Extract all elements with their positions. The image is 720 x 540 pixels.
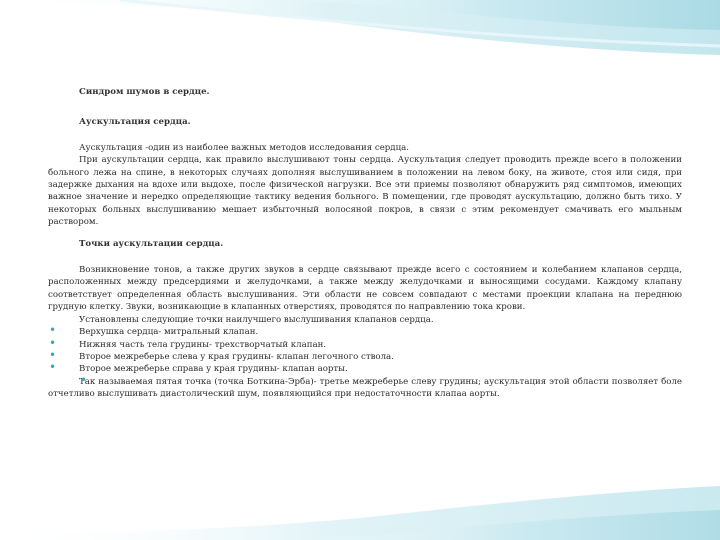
document-body — [48, 86, 682, 401]
list-item-tricuspid: • Нижняя часть тела грудины- трехстворчатый клапан. — [48, 339, 682, 351]
paragraph-definition: Аускультация -один из наиболее важных методов исследования сердца. — [79, 142, 409, 153]
auscultation-points-list — [48, 326, 682, 400]
heading-auscultation: Аускультация сердца. — [79, 117, 191, 128]
list-item-pulmonary: • Второе межреберье слева у края грудины- клапан легочного ствола. — [48, 351, 682, 363]
paragraph-valves: Возникновение тонов, а также других звуков в сердце связывают прежде всего с состоянием и колебанием клапанов сердца, расположенных между предсердиями и желудочками, а также между желудочками и выносящими сосудами. Каждому клапану соответствует определенная область выслушивания. Эти области не совсем совпадают с местами проекции клапана на переднюю грудную клетку. Звуки, возникающие в клапанных отверстиях, проводятся по направлению тока крови. — [48, 265, 682, 313]
list-item-botkin-erb: • Так называемая пятая точка (точка Боткина-Эрба)- третье межреберье слеву грудины; аускультация этой области позволяет боле отчетливо выслушивать диастолический шум, появляющийся при недостаточности клапаа аорты. — [48, 376, 682, 401]
heading-heart-murmurs: Синдром шумов в сердце. — [79, 87, 210, 97]
paragraph-technique: При аускультации сердца, как правило выслушивают тоны сердца. Аускультация следует проводить прежде всего в положении больного лежа на спине, в некоторых случаях дополняя выслушиванием в положении на левом боку, на животе, стоя или сидя, при задержке дыхания на вдохе или выдохе, после физической нагрузки. Все эти приемы позволяют обнаружить ряд симптомов, имеющих важное значение и нередко определяющие тактику ведения больного. В помещении, где проводят аускультацию, должно быть тихо. У некоторых больных выслушиванию мешает избыточный волосяной покров, в связи с этим рекомендует смачивать его мыльным раствором. — [48, 155, 682, 228]
paragraph-points-intro: Установлены следующие точки наилучшего выслушивания клапанов сердца. — [79, 314, 434, 325]
list-item-aortic: • Второе межреберье справа у края грудины- клапан аорты. — [48, 363, 682, 375]
list-item-mitral: • Верхушка сердца- митральный клапан. — [48, 326, 682, 338]
heading-auscultation-points: Точки аускультации сердца. — [79, 238, 224, 249]
